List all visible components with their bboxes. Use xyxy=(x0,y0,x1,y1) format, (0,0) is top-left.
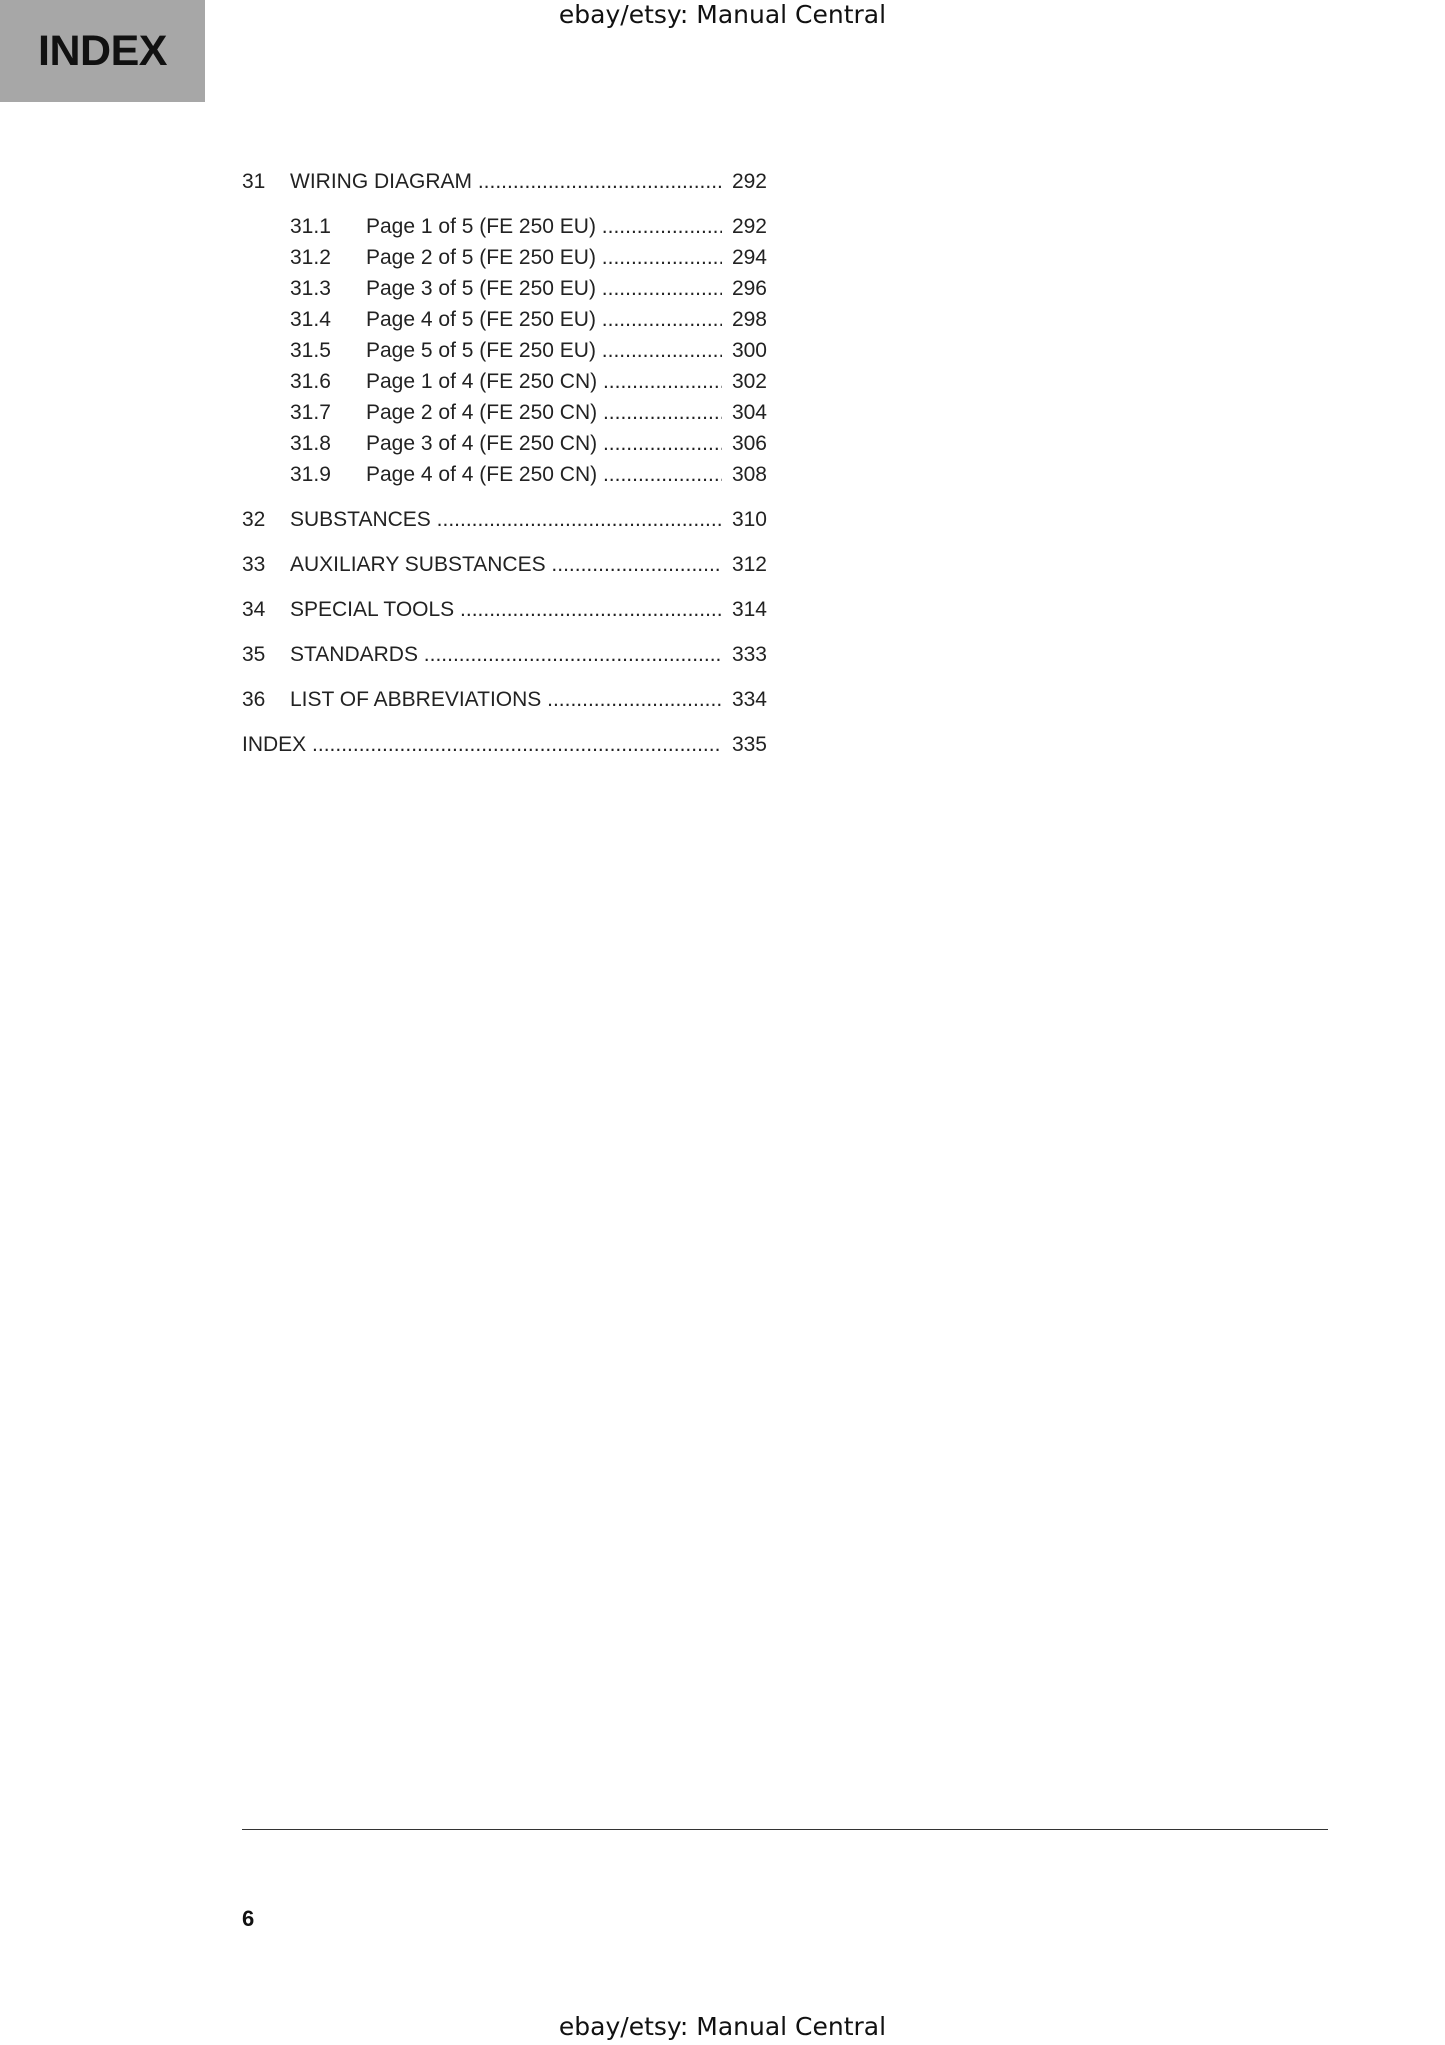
toc-entry[interactable] xyxy=(242,731,767,759)
toc-entry-title: Page 5 of 5 (FE 250 EU) ..... xyxy=(366,337,722,365)
toc-entry-title: WIRING DIAGRAM ..... xyxy=(290,168,722,196)
toc-entry-number: 31.8 xyxy=(290,432,331,455)
footer-watermark: ebay/etsy: Manual Central xyxy=(558,2012,887,2041)
toc-entry-title: INDEX ..... xyxy=(242,731,722,759)
toc-entry-page: 310 xyxy=(731,508,767,531)
toc-entry-page: 302 xyxy=(731,370,767,393)
toc-entry-page: 300 xyxy=(731,339,767,362)
page-number: 6 xyxy=(242,1906,255,1931)
toc-entry-title: Page 1 of 5 (FE 250 EU) ..... xyxy=(366,213,722,241)
toc-entry-page: 292 xyxy=(731,170,767,193)
toc-entry-number: 31.2 xyxy=(290,246,331,269)
toc-entry-title: Page 2 of 4 (FE 250 CN) ..... xyxy=(366,399,722,427)
toc-entry[interactable] xyxy=(242,506,767,534)
toc-entry-number: 32 xyxy=(242,508,266,531)
toc-entry-number: 31.7 xyxy=(290,401,331,424)
toc-entry-page: 312 xyxy=(731,553,767,576)
toc-entry-title: Page 3 of 4 (FE 250 CN) ..... xyxy=(366,430,722,458)
toc-entry-page: 304 xyxy=(731,401,767,424)
toc-entry[interactable] xyxy=(242,275,767,303)
toc-entry-number: 31.3 xyxy=(290,277,331,300)
toc-entry[interactable] xyxy=(242,551,767,579)
toc-entry-title: Page 2 of 5 (FE 250 EU) ..... xyxy=(366,244,722,272)
toc-entry-title: AUXILIARY SUBSTANCES ..... xyxy=(290,551,722,579)
toc-entry[interactable] xyxy=(242,306,767,334)
toc-entry-title: Page 4 of 4 (FE 250 CN) ..... xyxy=(366,461,722,489)
toc-entry-page: 306 xyxy=(731,432,767,455)
toc-entry-number: 31.5 xyxy=(290,339,331,362)
toc-entry-number: 36 xyxy=(242,688,266,711)
toc-entry-page: 333 xyxy=(731,643,767,666)
toc-entry[interactable] xyxy=(242,399,767,427)
section-tab-label: INDEX xyxy=(38,26,167,75)
toc-entry-number: 33 xyxy=(242,553,266,576)
toc-entry[interactable] xyxy=(242,430,767,458)
toc-entry-title: Page 3 of 5 (FE 250 EU) ..... xyxy=(366,275,722,303)
toc-entry-number: 35 xyxy=(242,643,266,666)
toc-entry-number: 31.6 xyxy=(290,370,331,393)
toc-entry[interactable] xyxy=(242,596,767,624)
toc-entry-number: 31.1 xyxy=(290,215,331,238)
toc-entry[interactable] xyxy=(242,168,767,196)
toc-entry[interactable] xyxy=(242,213,767,241)
toc-entry-number: 31.4 xyxy=(290,308,331,331)
toc-entry-title: SUBSTANCES ..... xyxy=(290,506,722,534)
toc-entry-number: 31.9 xyxy=(290,463,331,486)
toc-entry-page: 314 xyxy=(731,598,767,621)
toc-entry-page: 294 xyxy=(731,246,767,269)
toc-entry-title: STANDARDS ..... xyxy=(290,641,722,669)
toc-entry[interactable] xyxy=(242,461,767,489)
toc-entry-title: Page 1 of 4 (FE 250 CN) ..... xyxy=(366,368,722,396)
toc-entry[interactable] xyxy=(242,686,767,714)
toc-entry[interactable] xyxy=(242,244,767,272)
toc-entry-title: SPECIAL TOOLS ..... xyxy=(290,596,722,624)
toc-entry-page: 292 xyxy=(731,215,767,238)
toc-entry-title: Page 4 of 5 (FE 250 EU) ..... xyxy=(366,306,722,334)
toc-entry[interactable] xyxy=(242,368,767,396)
toc-entry-page: 334 xyxy=(731,688,767,711)
toc-entry-number: 31 xyxy=(242,170,266,193)
toc-entry[interactable] xyxy=(242,337,767,365)
footer-divider xyxy=(242,1829,1328,1830)
toc-entry-page: 308 xyxy=(731,463,767,486)
toc-entry-number: 34 xyxy=(242,598,266,621)
toc-entry-page: 335 xyxy=(731,733,767,756)
header-watermark: ebay/etsy: Manual Central xyxy=(558,0,887,29)
toc-entry-title: LIST OF ABBREVIATIONS ..... xyxy=(290,686,722,714)
toc-entry-page: 298 xyxy=(731,308,767,331)
toc-entry[interactable] xyxy=(242,641,767,669)
toc-entry-page: 296 xyxy=(731,277,767,300)
